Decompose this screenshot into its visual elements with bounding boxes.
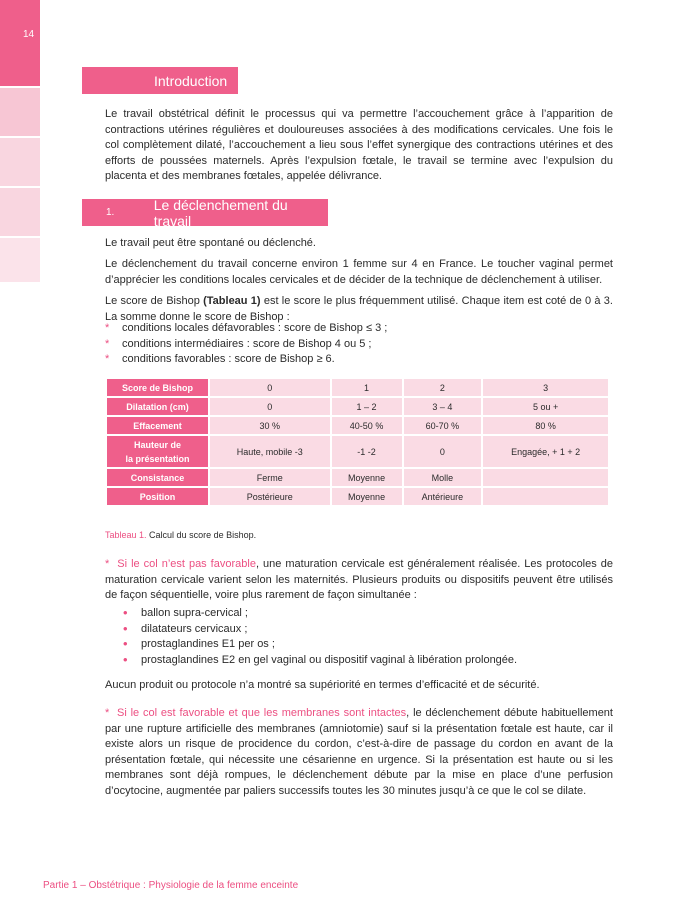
paragraph: Le travail peut être spontané ou déclenché. <box>105 237 316 249</box>
table-cell: -1 -2 <box>332 436 402 467</box>
table-cell: 60-70 % <box>404 417 482 434</box>
page-number: 14 <box>23 29 35 40</box>
asterisk-bullet-icon: * <box>105 353 110 365</box>
table-row-header: Score de Bishop <box>107 379 208 396</box>
caption-text: Calcul du score de Bishop. <box>146 530 257 540</box>
table-cell: Moyenne <box>332 488 402 505</box>
section-number: 1. <box>106 207 115 218</box>
table-cell: 3 <box>483 379 608 396</box>
section-heading-declenchement <box>82 196 328 229</box>
table-cell <box>483 488 608 505</box>
table-cell: 30 % <box>210 417 330 434</box>
list-item <box>105 352 605 368</box>
header-line: Hauteur de <box>133 439 181 450</box>
page-footer: Partie 1 – Obstétrique : Physiologie de la femme enceinte <box>43 880 299 891</box>
caption-label: Tableau 1. <box>105 530 147 540</box>
table-cell: Antérieure <box>404 488 482 505</box>
list-item <box>122 637 602 653</box>
table-cell: Moyenne <box>332 469 402 486</box>
header-line: la présentation <box>125 453 190 464</box>
text-span: est le score le plus fréquemment utilisé. Chaque item est coté de 0 à 3. La somme donne le score de Bishop : <box>105 295 613 323</box>
table-cell: Ferme <box>210 469 330 486</box>
table-reference: (Tableau 1) <box>203 295 261 307</box>
list-item <box>122 622 602 638</box>
heading-text: Le déclenchement du travail <box>153 196 288 229</box>
highlight-lead: Si le col est favorable et que les membranes sont intactes <box>116 707 407 719</box>
list-item-text: prostaglandines E2 en gel vaginal ou dispositif vaginal à libération prolongée. <box>141 653 518 666</box>
table-cell: 0 <box>404 436 482 467</box>
paragraph-unfavorable <box>105 557 613 604</box>
chapter-tab <box>0 88 40 136</box>
table-cell: Postérieure <box>210 488 330 505</box>
asterisk-bullet-icon: * <box>105 707 117 719</box>
highlight-lead: Si le col n’est pas favorable <box>117 558 256 570</box>
text-span: , une maturation cervicale est généralement réalisée. Les protocoles de maturation cervicale varient selon les maternités. Plusieurs produits ou dispositifs peuvent être utilisés de façon séquentielle, voire plus rarement de façon simultanée : <box>105 558 613 601</box>
table-cell: 0 <box>210 379 330 396</box>
asterisk-bullet-icon: * <box>105 558 118 570</box>
table-row <box>107 469 608 486</box>
chapter-tab <box>0 138 40 186</box>
list-item-text: conditions favorables : score de Bishop ≥ 6. <box>122 353 335 365</box>
list-item-text: conditions intermédiaires : score de Bishop 4 ou 5 ; <box>122 337 372 350</box>
chapter-tab-active <box>0 0 40 86</box>
table-header-row <box>107 379 608 396</box>
table-row <box>107 398 608 415</box>
table-cell: 2 <box>404 379 482 396</box>
chapter-tab <box>0 238 40 282</box>
bullet-dot-icon: • <box>123 636 128 651</box>
list-item <box>105 337 605 353</box>
table-cell: Haute, mobile -3 <box>210 436 330 467</box>
heading-text: Introduction <box>154 72 228 89</box>
table-row-header: Consistance <box>107 469 208 486</box>
bullet-dot-icon: • <box>123 605 128 620</box>
table-row-header <box>107 436 208 467</box>
chapter-tab <box>0 188 40 236</box>
list-item-text: prostaglandines E1 per os ; <box>141 638 275 650</box>
table-row-header: Dilatation (cm) <box>107 398 208 415</box>
table-caption <box>105 530 256 540</box>
table-row-header: Effacement <box>107 417 208 434</box>
table-cell: 40-50 % <box>332 417 402 434</box>
table-cell: 1 <box>332 379 402 396</box>
table-cell: Engagée, + 1 + 2 <box>483 436 608 467</box>
table-cell: 3 – 4 <box>404 398 482 415</box>
section-heading-introduction <box>82 67 238 94</box>
paragraph: Le déclenchement du travail concerne environ 1 femme sur 4 en France. Le toucher vaginal permet d’apprécier les conditions locales cervicales et de décider de la technique de déclenchement à utiliser. <box>105 258 613 286</box>
table-cell: 1 – 2 <box>332 398 402 415</box>
list-item-text: conditions locales défavorables : score de Bishop ≤ 3 ; <box>122 322 388 334</box>
asterisk-bullet-icon: * <box>105 337 110 350</box>
maturation-methods-list <box>122 606 602 668</box>
list-item-text: dilatateurs cervicaux ; <box>141 622 248 635</box>
table-row <box>107 417 608 434</box>
list-item <box>122 606 602 622</box>
table-row-header: Position <box>107 488 208 505</box>
list-item-text: ballon supra-cervical ; <box>141 607 248 619</box>
table-cell: 0 <box>210 398 330 415</box>
table-row <box>107 436 608 467</box>
table-cell: 80 % <box>483 417 608 434</box>
asterisk-bullet-icon: * <box>105 322 110 334</box>
paragraph-favorable <box>105 706 613 799</box>
list-item <box>122 653 602 669</box>
paragraph: Aucun produit ou protocole n’a montré sa supériorité en termes d’efficacité et de sécurité. <box>105 679 540 691</box>
table-cell: 5 ou + <box>483 398 608 415</box>
bishop-score-table <box>105 377 610 507</box>
intro-paragraph: Le travail obstétrical définit le processus qui va permettre l’accouchement grâce à l’apparition de contractions utérines régulières et douloureuses associées à des modifications cervicales. Une fois le col complètement dilaté, l’accouchement a lieu sous l’effet synergique des contractions utérines et des efforts de poussées maternels. Après l’expulsion fœtale, le travail se termine avec l’expulsion du placenta et des membranes fœtales, appelée délivrance. <box>105 108 613 182</box>
table-row <box>107 488 608 505</box>
bullet-dot-icon: • <box>123 620 128 636</box>
list-item <box>105 321 605 337</box>
text-span: , le déclenchement débute habituellement par une rupture artificielle des membranes (amniotomie) sauf si la présentation fœtale est haute, car il existe alors un risque de procidence du cordon, c’est-à-dire de passage du cordon en avant de la présentation fœtale, qui nécessite une césarienne en urgence. Si la présentation est haute ou si les membranes sont déjà rompues, le déclenchement débute par la mise en place d’une perfusion d’ocytocine, augmentée par paliers successifs toutes les 30 minutes jusqu’à ce que le col se dilate. <box>105 707 613 797</box>
bishop-conditions-list <box>105 321 605 368</box>
table-cell: Molle <box>404 469 482 486</box>
table-cell <box>483 469 608 486</box>
bullet-dot-icon: • <box>123 651 128 667</box>
text-span: Le score de Bishop <box>105 295 204 307</box>
